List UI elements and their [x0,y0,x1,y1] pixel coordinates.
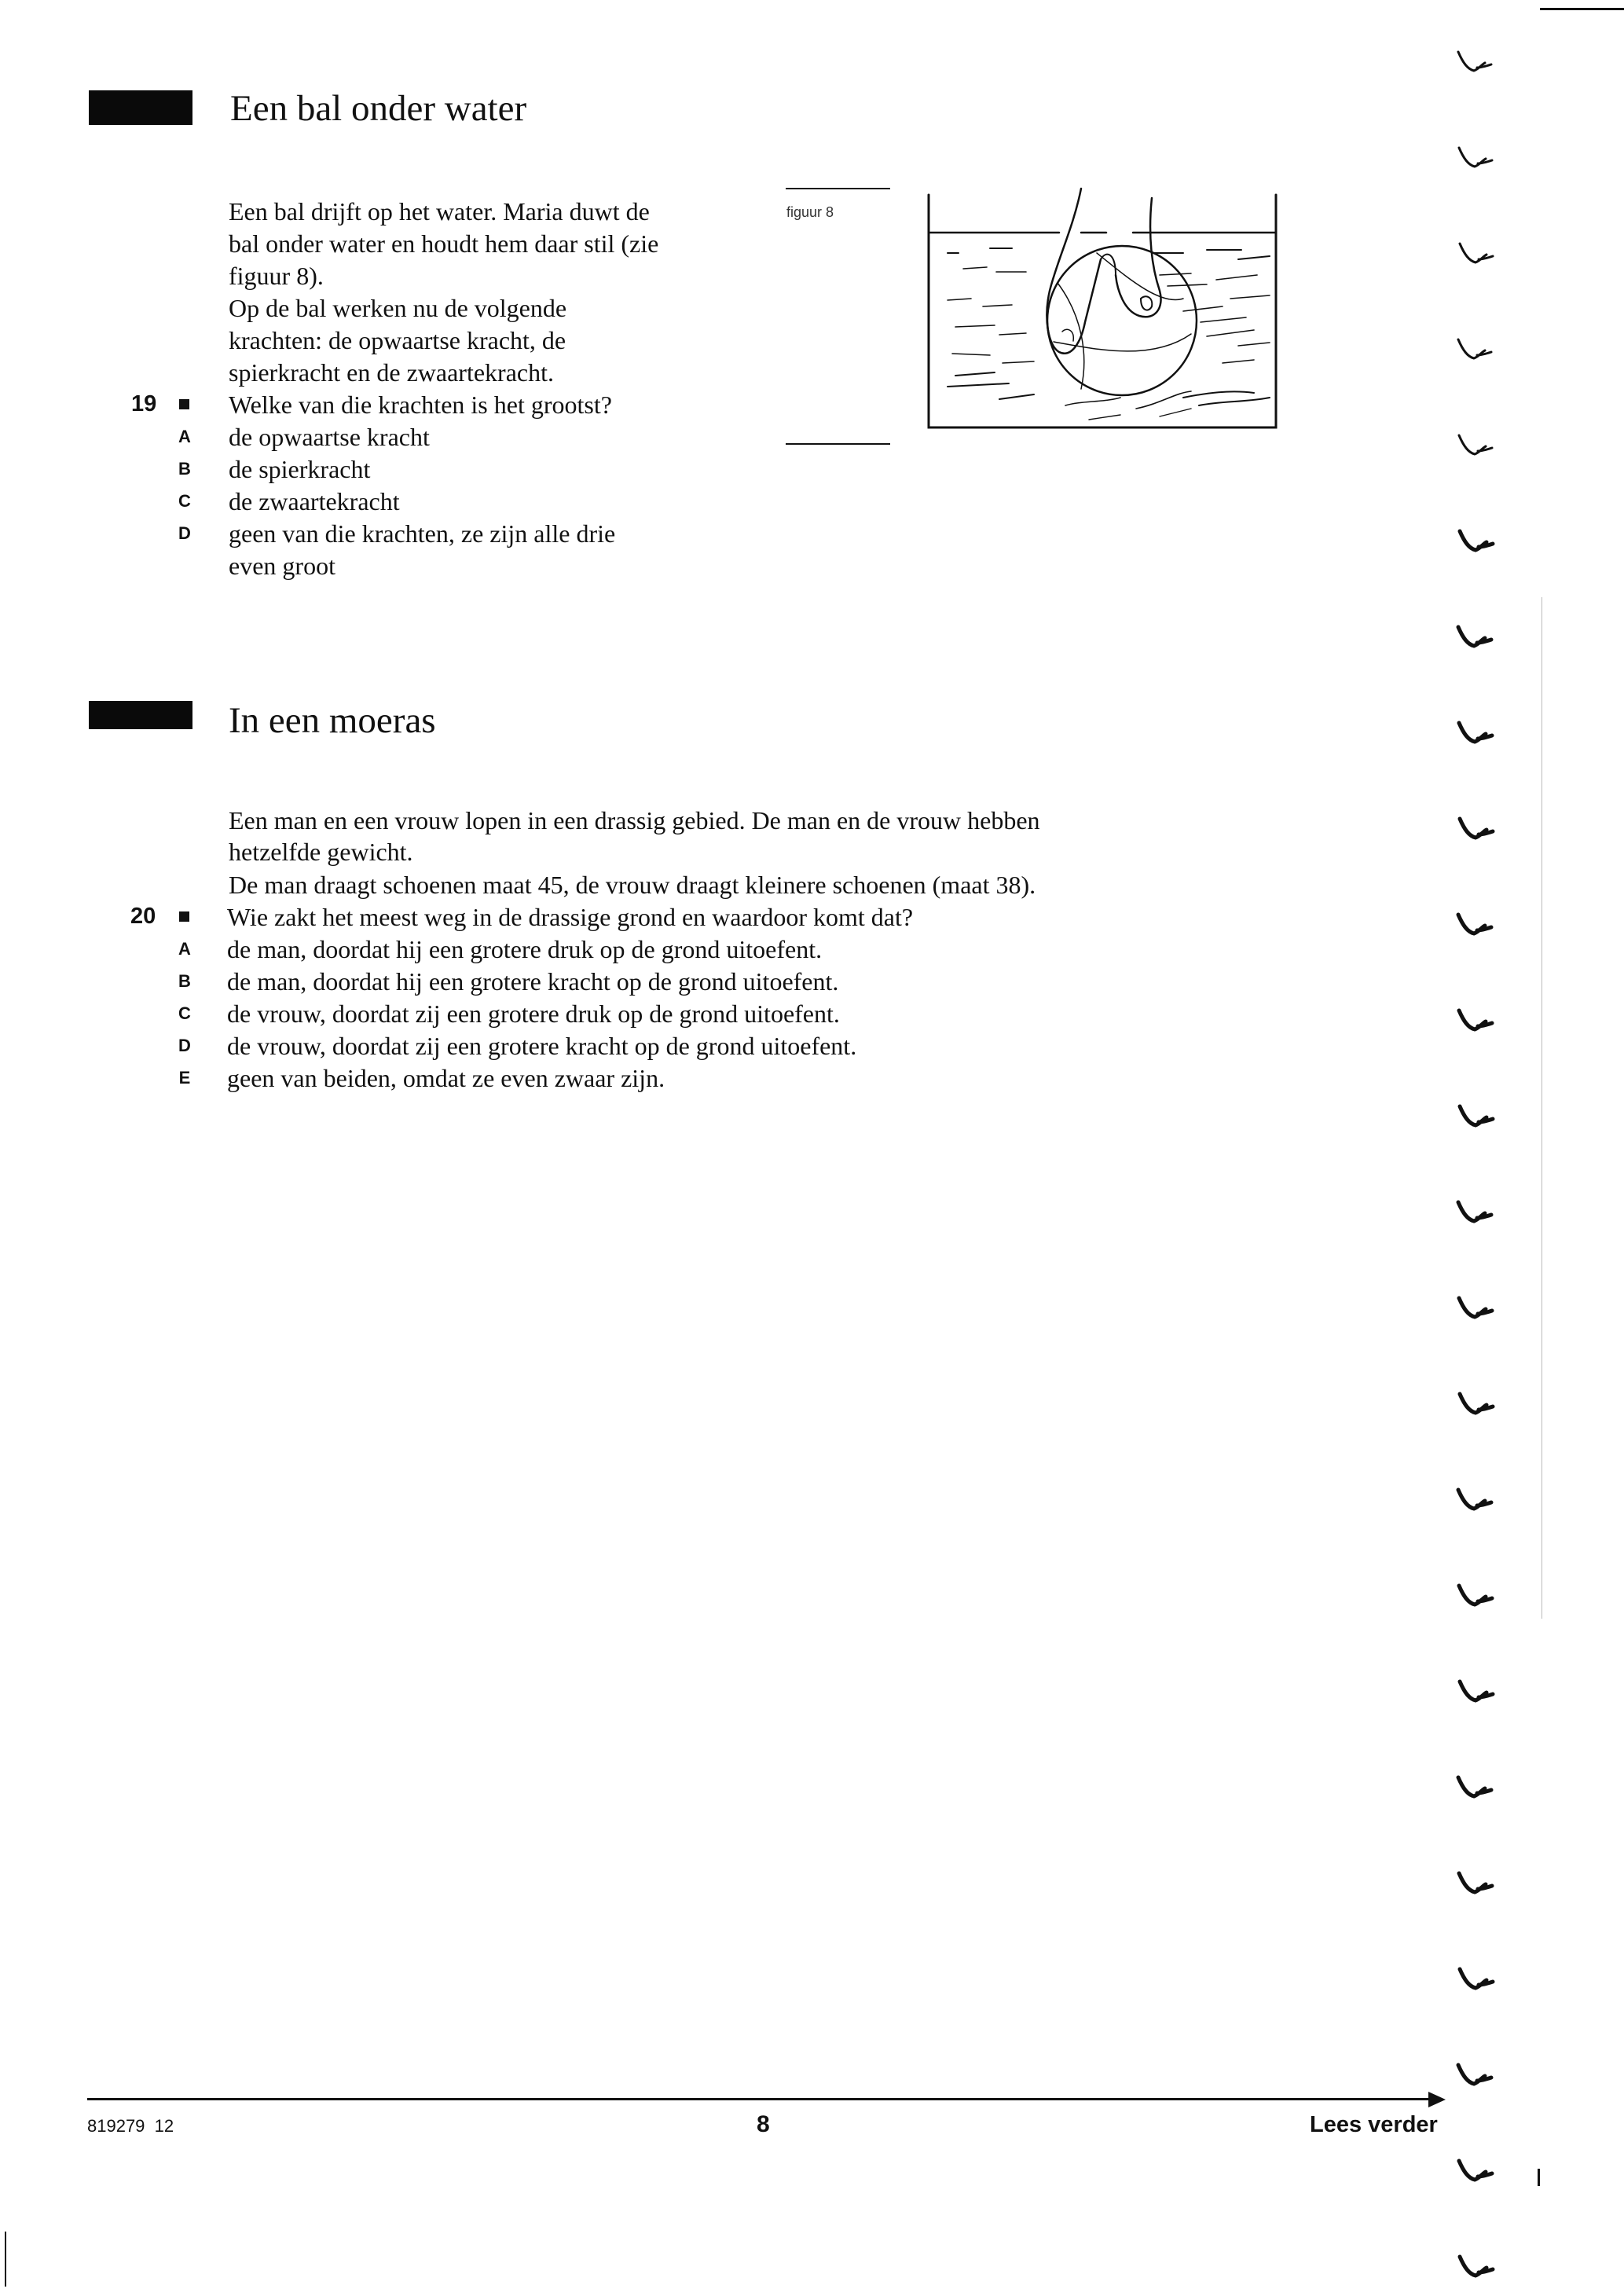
question-square-icon [179,399,189,409]
option-text[interactable]: de vrouw, doordat zij een grotere kracht op de grond uitoefent. [227,1032,857,1060]
option-text[interactable]: geen van die krachten, ze zijn alle drie [229,519,616,548]
check-mark-icon [1456,1869,1503,1900]
footer-code: 819279 12 [87,2116,174,2136]
intro-line: De man draagt schoenen maat 45, de vrouw draagt kleinere schoenen (maat 38). [229,871,1036,899]
check-mark-icon [1457,2252,1504,2283]
check-mark-icon [1456,143,1503,174]
intro-line: krachten: de opwaartse kracht, de [229,326,566,354]
question-number: 19 [131,391,157,416]
question-square-icon [179,911,189,922]
continue-label: Lees verder [1310,2112,1438,2137]
page-number: 8 [757,2111,770,2137]
option-text[interactable]: de zwaartekracht [229,487,400,515]
check-mark-icon [1455,1198,1502,1229]
question-text: Welke van die krachten is het grootst? [229,391,612,419]
footer-arrow-line [87,2098,1435,2100]
check-mark-icon [1455,47,1502,79]
section-title-1: Een bal onder water [230,88,527,129]
intro-line: Een bal drijft op het water. Maria duwt de [229,197,650,226]
option-text[interactable]: de opwaartse kracht [229,423,430,451]
intro-line: hetzelfde gewicht. [229,838,413,866]
arrow-right-icon [1428,2090,1447,2109]
check-mark-icon [1456,1006,1503,1037]
option-text[interactable]: de spierkracht [229,455,371,483]
check-mark-icon [1457,1677,1504,1708]
check-mark-icon [1456,1293,1503,1325]
figure-top-rule [786,188,890,189]
intro-line: bal onder water en houdt hem daar stil (zie [229,229,659,258]
check-mark-icon [1455,335,1502,366]
option-text[interactable]: de vrouw, doordat zij een grotere druk op de grond uitoefent. [227,999,840,1028]
check-mark-icon [1455,622,1502,654]
section-marker-bar [89,90,192,125]
option-letter: A [178,427,191,446]
option-letter: D [178,1036,191,1055]
check-mark-icon [1457,1389,1504,1421]
figure-bottom-rule [786,443,890,445]
intro-line: figuur 8). [229,262,324,290]
figure-label: figuur 8 [786,204,834,220]
check-mark-icon [1457,526,1504,558]
question-text: Wie zakt het meest weg in de drassige grond en waardoor komt dat? [227,903,914,931]
option-letter: C [178,491,191,511]
check-mark-icon [1457,1964,1504,1996]
scan-tick [5,2232,6,2287]
option-letter: B [178,971,191,991]
option-text-continuation: even groot [229,552,335,580]
intro-line: spierkracht en de zwaartekracht. [229,358,554,387]
option-text[interactable]: de man, doordat hij een grotere kracht op de grond uitoefent. [227,967,839,996]
option-letter: C [178,1003,191,1023]
figure-ball-in-water [924,181,1281,432]
check-mark-icon [1457,814,1504,845]
check-mark-icon [1456,2156,1503,2188]
check-mark-icon [1456,1581,1503,1612]
check-mark-icon [1455,2060,1502,2092]
question-number: 20 [130,904,156,929]
check-mark-icon [1455,910,1502,941]
check-mark-icon [1456,431,1503,462]
option-letter: A [178,939,191,959]
section-marker-bar [89,701,192,729]
scan-corner-line [1540,8,1624,10]
option-letter: B [178,459,191,479]
section-title-2: In een moeras [229,700,436,741]
scan-tick [1538,2169,1540,2186]
option-letter: E [178,1068,191,1087]
check-mark-icon [1457,1102,1504,1133]
check-mark-icon [1456,718,1503,750]
check-mark-icon [1455,1773,1502,1804]
option-text[interactable]: geen van beiden, omdat ze even zwaar zijn. [227,1064,665,1092]
intro-line: Op de bal werken nu de volgende [229,294,567,322]
option-text[interactable]: de man, doordat hij een grotere druk op de grond uitoefent. [227,935,823,963]
check-mark-icon [1455,1485,1502,1517]
intro-line: Een man en een vrouw lopen in een drassig gebied. De man en de vrouw hebben [229,806,1040,834]
option-letter: D [178,523,191,543]
check-mark-icon [1457,239,1504,270]
